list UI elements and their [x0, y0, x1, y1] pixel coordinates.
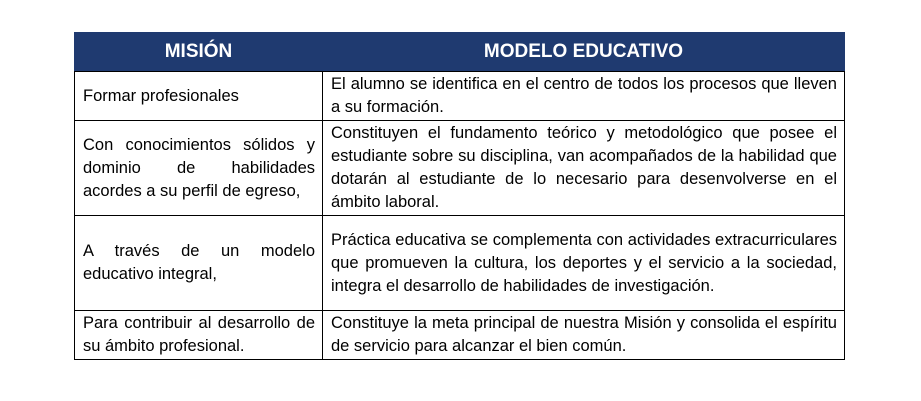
cell-modelo: El alumno se identifica en el centro de todos los procesos que lleven a su formación.: [323, 72, 845, 121]
document-table-container: [74, 32, 844, 360]
cell-modelo: Constituyen el fundamento teórico y metodológico que posee el estudiante sobre su disciplina, van acompañados de la habilidad que dotarán al estudiante de lo necesario para desenvolverse en el ámbito laboral.: [323, 121, 845, 216]
mission-model-table: [74, 32, 845, 360]
cell-mision: A través de un modelo educativo integral,: [75, 216, 323, 311]
cell-modelo: Práctica educativa se complementa con actividades extracurriculares que promueven la cultura, los deportes y el servicio a la sociedad, integra el desarrollo de habilidades de investigación.: [323, 216, 845, 311]
cell-mision: Con conocimientos sólidos y dominio de habilidades acordes a su perfil de egreso,: [75, 121, 323, 216]
cell-modelo: Constituye la meta principal de nuestra Misión y consolida el espíritu de servicio para alcanzar el bien común.: [323, 311, 845, 360]
cell-mision: Formar profesionales: [75, 72, 323, 121]
table-row: [75, 121, 845, 216]
table-row: [75, 216, 845, 311]
header-mision: MISIÓN: [75, 33, 323, 72]
table-row: [75, 72, 845, 121]
header-modelo-educativo: MODELO EDUCATIVO: [323, 33, 845, 72]
table-header-row: [75, 33, 845, 72]
table-row: [75, 311, 845, 360]
cell-mision: Para contribuir al desarrollo de su ámbito profesional.: [75, 311, 323, 360]
